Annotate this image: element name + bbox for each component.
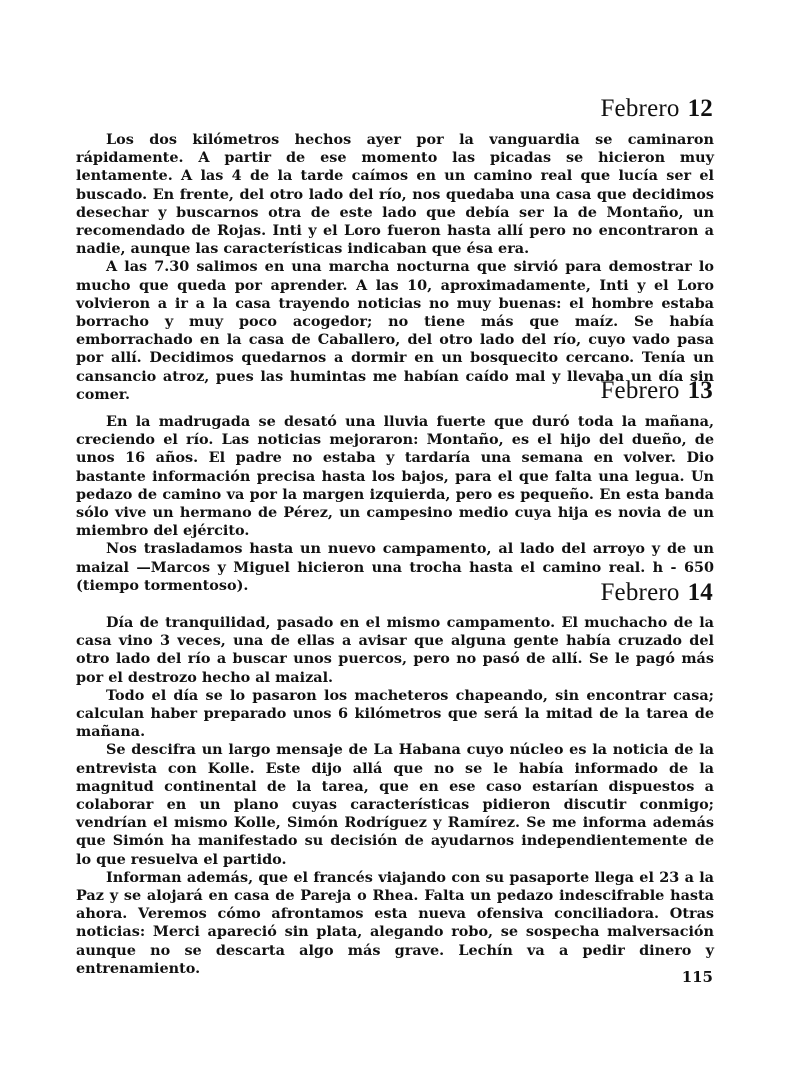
heading-month: Febrero [600, 579, 680, 606]
paragraph: Informan además, que el francés viajando con su pasaporte llega el 23 a la Paz y se alojará en casa de Pareja o Rhea. Falta un pedazo indescifrable hasta ahora. Veremos cómo afrontamos esta nueva ofensiva conciliadora. Otras noticias: Merci apareció sin plata, alegando robo, se sospecha malversación aunque no se descarta algo más grave. Lechín va a pedir dinero y entrenamiento. [76, 868, 714, 977]
heading-month: Febrero [600, 377, 680, 404]
heading-day: 14 [687, 579, 713, 606]
entry-heading-feb-13 [600, 376, 713, 406]
entry-body-feb-13 [76, 413, 714, 595]
heading-day: 13 [687, 377, 713, 404]
paragraph: Nos trasladamos hasta un nuevo campamento, al lado del arroyo y de un maizal —Marcos y Miguel hicieron una trocha hasta el camino real. h - 650 (tiempo tormentoso). [76, 540, 714, 594]
paragraph: Día de tranquilidad, pasado en el mismo campamento. El muchacho de la casa vino 3 veces, una de ellas a avisar que alguna gente había cruzado del otro lado del río a buscar unos puercos, pero no pasó de allí. Se le pagó más por el destrozo hecho al maizal. [76, 614, 714, 686]
paragraph: Todo el día se lo pasaron los macheteros chapeando, sin encontrar casa; calculan haber preparado unos 6 kilómetros que será la mitad de la tarea de mañana. [76, 686, 714, 741]
paragraph: En la madrugada se desató una lluvia fuerte que duró toda la mañana, creciendo el río. Las noticias mejoraron: Montaño, es el hijo del dueño, de unos 16 años. El padre no estaba y tardaría una semana en volver. Dio bastante información precisa hasta los bajos, para el que falta una legua. Un pedazo de camino va por la margen izquierda, pero es pequeño. En esta banda sólo vive un hermano de Pérez, un campesino medio cuya hija es novia de un miembro del ejército. [76, 413, 714, 540]
entry-body-feb-14 [76, 614, 714, 978]
page-number: 115 [681, 968, 713, 986]
paragraph: A las 7.30 salimos en una marcha nocturna que sirvió para demostrar lo mucho que queda por aprender. A las 10, aproximadamente, Inti y el Loro volvieron a ir a la casa trayendo noticias no muy buenas: el hombre estaba borracho y muy poco acogedor; no tiene más que maíz. Se había emborrachado en la casa de Caballero, del otro lado del río, cuyo vado pasa por allí. Decidimos quedarnos a dormir en un bosquecito cercano. Tenía un cansancio atroz, pues las humintas me habían caído mal y llevaba un día sin comer. [76, 258, 714, 403]
entry-heading-feb-12 [600, 94, 713, 124]
paragraph: Los dos kilómetros hechos ayer por la vanguardia se caminaron rápidamente. A partir de ese momento las picadas se hicieron muy lentamente. A las 4 de la tarde caímos en un camino real que lucía ser el buscado. En frente, del otro lado del río, nos quedaba una casa que decidimos desechar y buscarnos otra de este lado que debía ser la de Montaño, un recomendado de Rojas. Inti y el Loro fueron hasta allí pero no encontraron a nadie, aunque las características indicaban que ésa era. [76, 131, 714, 258]
entry-heading-feb-14 [600, 578, 713, 608]
paragraph: Se descifra un largo mensaje de La Habana cuyo núcleo es la noticia de la entrevista con Kolle. Este dijo allá que no se le había informado de la magnitud continental de la tarea, que en ese caso estarían dispuestos a colaborar en un plano cuyas características pidieron discutir conmigo; vendrían el mismo Kolle, Simón Rodríguez y Ramírez. Se me informa además que Simón ha manifestado su decisión de ayudarnos independientemente de lo que resuelva el partido. [76, 741, 714, 868]
heading-day: 12 [687, 95, 713, 122]
entry-body-feb-12 [76, 131, 714, 404]
heading-month: Febrero [600, 95, 680, 122]
